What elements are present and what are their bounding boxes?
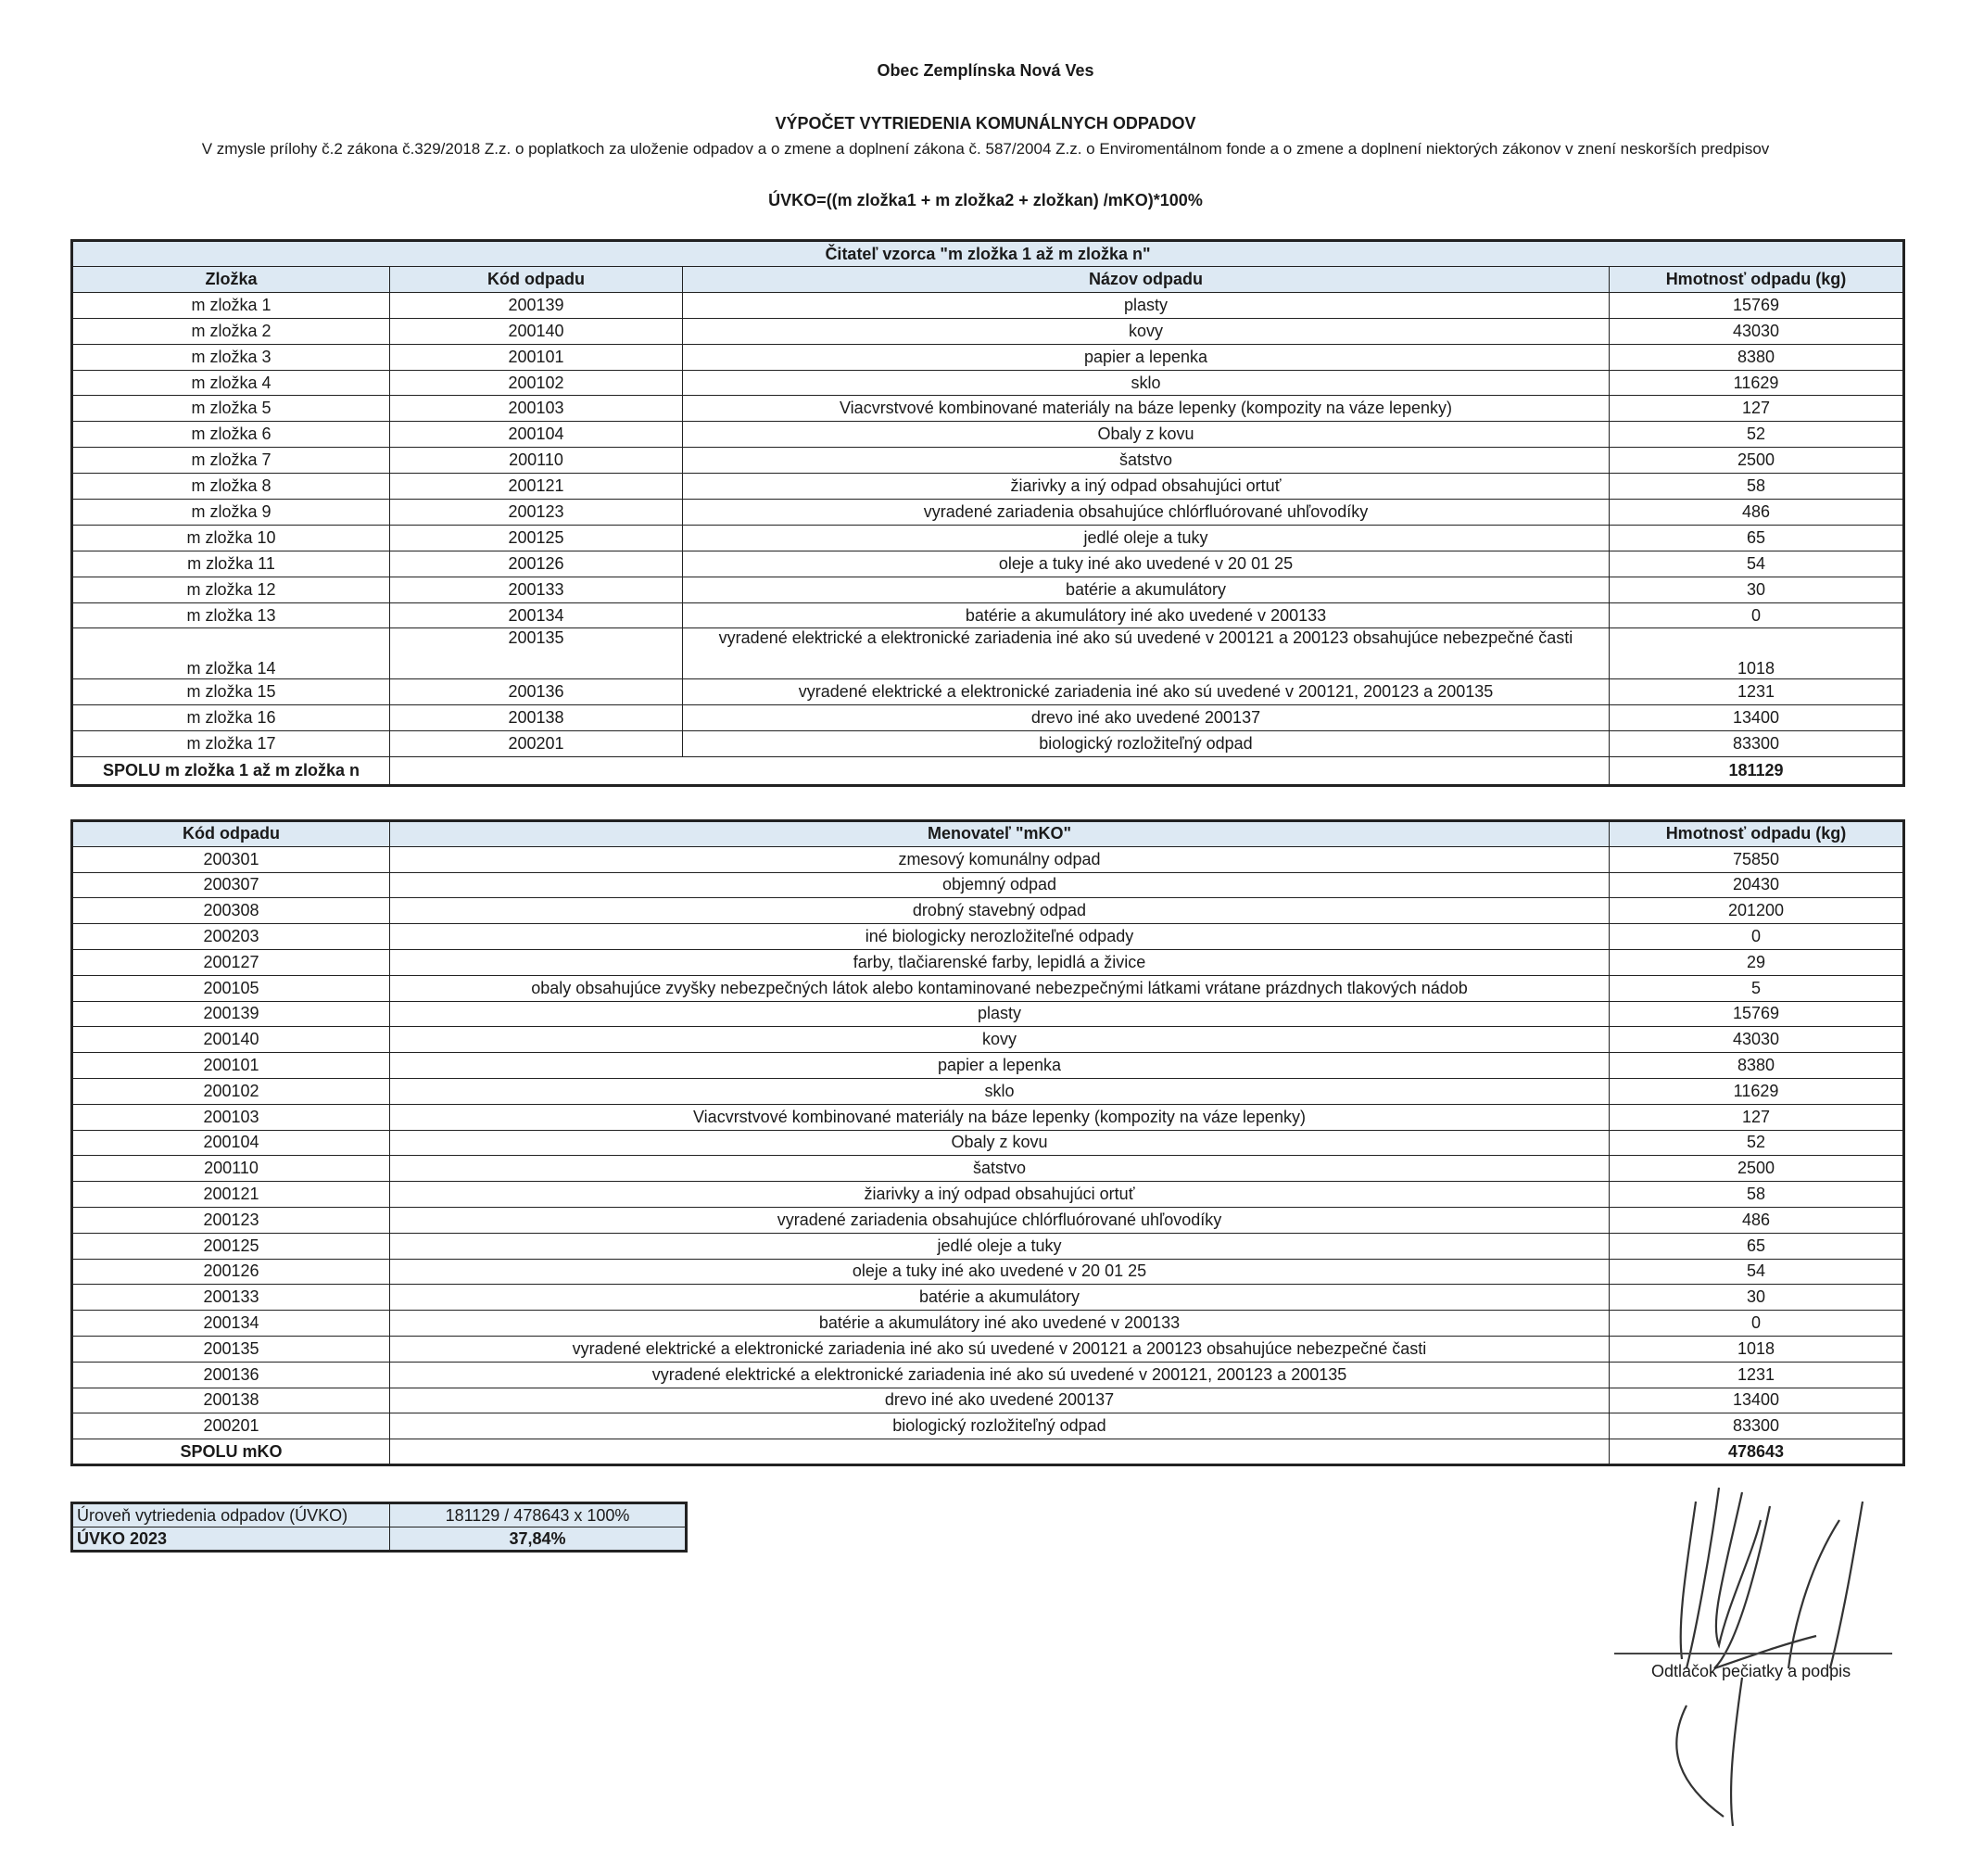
waste-name-cell: biologický rozložiteľný odpad	[390, 1413, 1610, 1439]
mass-cell: 127	[1610, 396, 1904, 422]
mass-cell: 486	[1610, 1207, 1904, 1233]
waste-code-cell: 200103	[72, 1104, 390, 1130]
table-row	[72, 474, 1904, 500]
table-row	[72, 602, 1904, 628]
table-row	[72, 448, 1904, 474]
table-row	[72, 1053, 1904, 1079]
waste-code-cell: 200110	[390, 448, 683, 474]
table-row	[72, 731, 1904, 757]
waste-name-cell: kovy	[390, 1027, 1610, 1053]
mass-cell: 43030	[1610, 1027, 1904, 1053]
legal-basis: V zmysle prílohy č.2 zákona č.329/2018 Z.z. o poplatkoch za uloženie odpadov a o zmene a doplnení zákona č. 587/2004 Z.z. o Enviromentálnom fonde a o zmene a doplnení niektorých zákonov v znení neskorších predpisov	[201, 140, 1770, 158]
component-cell: m zložka 13	[72, 602, 390, 628]
table-row	[72, 872, 1904, 898]
mass-cell: 54	[1610, 551, 1904, 577]
waste-code-cell: 200127	[72, 949, 390, 975]
component-cell: m zložka 10	[72, 525, 390, 551]
table-row	[72, 1336, 1904, 1362]
waste-code-cell: 200135	[72, 1336, 390, 1362]
waste-name-cell: obaly obsahujúce zvyšky nebezpečných látok alebo kontaminované nebezpečnými látkami vrátane prázdnych tlakových nádob	[390, 975, 1610, 1001]
waste-code-cell: 200140	[72, 1027, 390, 1053]
waste-code-cell: 200126	[390, 551, 683, 577]
table-row	[72, 422, 1904, 448]
waste-code-cell: 200201	[390, 731, 683, 757]
total-value: 181129	[1610, 757, 1904, 786]
waste-code-cell: 200133	[390, 577, 683, 602]
component-cell: m zložka 17	[72, 731, 390, 757]
waste-name-cell: drobný stavebný odpad	[390, 898, 1610, 924]
uvko-label: ÚVKO 2023	[72, 1527, 390, 1552]
waste-code-cell: 200102	[390, 370, 683, 396]
waste-name-cell: farby, tlačiarenské farby, lepidlá a živice	[390, 949, 1610, 975]
waste-code-cell: 200201	[72, 1413, 390, 1439]
waste-name-cell: vyradené elektrické a elektronické zariadenia iné ako sú uvedené v 200121 a 200123 obsahujúce nebezpečné časti	[683, 628, 1610, 679]
table-row	[72, 318, 1904, 344]
table-row	[72, 396, 1904, 422]
waste-code-cell: 200126	[72, 1259, 390, 1285]
waste-code-cell: 200110	[72, 1156, 390, 1182]
signature-label: Odtlačok pečiatky a podpis	[1651, 1662, 1851, 1680]
table-row	[72, 1388, 1904, 1413]
waste-name-cell: vyradené zariadenia obsahujúce chlórfluórované uhľovodíky	[683, 500, 1610, 526]
waste-code-cell: 200123	[390, 500, 683, 526]
waste-name-cell: iné biologicky nerozložiteľné odpady	[390, 924, 1610, 950]
numerator-table	[70, 239, 1905, 787]
mass-cell: 58	[1610, 474, 1904, 500]
mass-cell: 5	[1610, 975, 1904, 1001]
waste-name-cell: Viacvrstvové kombinované materiály na báze lepenky (kompozity na váze lepenky)	[683, 396, 1610, 422]
table-row	[72, 846, 1904, 872]
mass-cell: 13400	[1610, 705, 1904, 731]
waste-name-cell: batérie a akumulátory iné ako uvedené v 200133	[683, 602, 1610, 628]
component-cell: m zložka 1	[72, 292, 390, 318]
component-cell: m zložka 5	[72, 396, 390, 422]
column-header: Kód odpadu	[390, 267, 683, 293]
component-cell: m zložka 12	[72, 577, 390, 602]
mass-cell: 2500	[1610, 1156, 1904, 1182]
waste-name-cell: papier a lepenka	[390, 1053, 1610, 1079]
mass-cell: 65	[1610, 525, 1904, 551]
waste-name-cell: Viacvrstvové kombinované materiály na báze lepenky (kompozity na váze lepenky)	[390, 1104, 1610, 1130]
waste-code-cell: 200121	[72, 1182, 390, 1208]
total-row	[72, 1439, 1904, 1465]
table-row	[72, 1156, 1904, 1182]
waste-code-cell: 200101	[72, 1053, 390, 1079]
column-header: Zložka	[72, 267, 390, 293]
waste-code-cell: 200125	[72, 1233, 390, 1259]
waste-name-cell: kovy	[683, 318, 1610, 344]
waste-code-cell: 200134	[390, 602, 683, 628]
waste-code-cell: 200140	[390, 318, 683, 344]
signature-line	[1614, 1653, 1892, 1654]
mass-cell: 52	[1610, 1130, 1904, 1156]
empty-cell	[390, 1439, 1610, 1465]
table-row	[72, 1027, 1904, 1053]
table-row	[72, 1259, 1904, 1285]
mass-cell: 8380	[1610, 344, 1904, 370]
component-cell: m zložka 8	[72, 474, 390, 500]
mass-cell: 8380	[1610, 1053, 1904, 1079]
level-label: Úroveň vytriedenia odpadov (ÚVKO)	[72, 1503, 390, 1527]
signature-image	[1631, 1483, 1909, 1835]
waste-name-cell: objemný odpad	[390, 872, 1610, 898]
table-row	[72, 1285, 1904, 1311]
waste-name-cell: sklo	[683, 370, 1610, 396]
mass-cell: 65	[1610, 1233, 1904, 1259]
mass-cell: 13400	[1610, 1388, 1904, 1413]
mass-cell: 486	[1610, 500, 1904, 526]
column-header: Názov odpadu	[683, 267, 1610, 293]
component-cell: m zložka 14	[72, 628, 390, 679]
component-cell: m zložka 2	[72, 318, 390, 344]
waste-code-cell: 200136	[390, 679, 683, 705]
table-row	[72, 1182, 1904, 1208]
waste-code-cell: 200121	[390, 474, 683, 500]
waste-code-cell: 200104	[390, 422, 683, 448]
waste-code-cell: 200139	[390, 292, 683, 318]
table-row	[72, 500, 1904, 526]
mass-cell: 30	[1610, 1285, 1904, 1311]
waste-name-cell: Obaly z kovu	[390, 1130, 1610, 1156]
mass-cell: 30	[1610, 577, 1904, 602]
table-row	[72, 679, 1904, 705]
waste-name-cell: batérie a akumulátory iné ako uvedené v 200133	[390, 1311, 1610, 1337]
waste-code-cell: 200101	[390, 344, 683, 370]
waste-code-cell: 200136	[72, 1362, 390, 1388]
waste-name-cell: zmesový komunálny odpad	[390, 846, 1610, 872]
table-row	[72, 1130, 1904, 1156]
waste-name-cell: plasty	[390, 1001, 1610, 1027]
waste-code-cell: 200102	[72, 1078, 390, 1104]
table-row	[72, 577, 1904, 602]
waste-name-cell: oleje a tuky iné ako uvedené v 20 01 25	[390, 1259, 1610, 1285]
waste-name-cell: žiarivky a iný odpad obsahujúci ortuť	[683, 474, 1610, 500]
table-row	[72, 370, 1904, 396]
mass-cell: 1018	[1610, 628, 1904, 679]
total-label: SPOLU mKO	[72, 1439, 390, 1465]
waste-code-cell: 200307	[72, 872, 390, 898]
column-header: Hmotnosť odpadu (kg)	[1610, 267, 1904, 293]
table-row	[72, 1413, 1904, 1439]
waste-name-cell: papier a lepenka	[683, 344, 1610, 370]
table-row	[72, 525, 1904, 551]
mass-cell: 0	[1610, 924, 1904, 950]
result-table	[70, 1502, 688, 1553]
waste-code-cell: 200104	[72, 1130, 390, 1156]
waste-name-cell: batérie a akumulátory	[683, 577, 1610, 602]
denominator-table	[70, 819, 1905, 1466]
formula: ÚVKO=((m zložka1 + m zložka2 + zložkan) /mKO)*100%	[768, 191, 1203, 209]
total-row	[72, 757, 1904, 786]
table-row	[72, 551, 1904, 577]
waste-name-cell: vyradené zariadenia obsahujúce chlórfluórované uhľovodíky	[390, 1207, 1610, 1233]
waste-name-cell: drevo iné ako uvedené 200137	[390, 1388, 1610, 1413]
total-label: SPOLU m zložka 1 až m zložka n	[72, 757, 390, 786]
mass-cell: 15769	[1610, 1001, 1904, 1027]
mass-cell: 1231	[1610, 1362, 1904, 1388]
waste-code-cell: 200134	[72, 1311, 390, 1337]
table-row	[72, 705, 1904, 731]
table-row	[72, 949, 1904, 975]
waste-code-cell: 200203	[72, 924, 390, 950]
waste-name-cell: drevo iné ako uvedené 200137	[683, 705, 1610, 731]
component-cell: m zložka 3	[72, 344, 390, 370]
waste-code-cell: 200139	[72, 1001, 390, 1027]
table-row	[72, 1311, 1904, 1337]
waste-name-cell: plasty	[683, 292, 1610, 318]
waste-name-cell: oleje a tuky iné ako uvedené v 20 01 25	[683, 551, 1610, 577]
table-row	[72, 1362, 1904, 1388]
mass-cell: 0	[1610, 602, 1904, 628]
mass-cell: 29	[1610, 949, 1904, 975]
mass-cell: 11629	[1610, 370, 1904, 396]
table-row	[72, 898, 1904, 924]
waste-name-cell: vyradené elektrické a elektronické zariadenia iné ako sú uvedené v 200121, 200123 a 200135	[390, 1362, 1610, 1388]
waste-code-cell: 200301	[72, 846, 390, 872]
municipality-name: Obec Zemplínska Nová Ves	[877, 61, 1094, 80]
waste-name-cell: Obaly z kovu	[683, 422, 1610, 448]
waste-code-cell: 200105	[72, 975, 390, 1001]
column-header: Kód odpadu	[72, 821, 390, 847]
mass-cell: 127	[1610, 1104, 1904, 1130]
mass-cell: 11629	[1610, 1078, 1904, 1104]
component-cell: m zložka 4	[72, 370, 390, 396]
numerator-caption: Čitateľ vzorca "m zložka 1 až m zložka n"	[72, 241, 1904, 267]
waste-name-cell: batérie a akumulátory	[390, 1285, 1610, 1311]
waste-code-cell: 200138	[72, 1388, 390, 1413]
waste-name-cell: šatstvo	[683, 448, 1610, 474]
waste-code-cell: 200133	[72, 1285, 390, 1311]
table-row	[72, 1078, 1904, 1104]
table-row	[72, 1001, 1904, 1027]
column-header: Menovateľ "mKO"	[390, 821, 1610, 847]
mass-cell: 83300	[1610, 731, 1904, 757]
column-header: Hmotnosť odpadu (kg)	[1610, 821, 1904, 847]
mass-cell: 1231	[1610, 679, 1904, 705]
waste-code-cell: 200308	[72, 898, 390, 924]
component-cell: m zložka 16	[72, 705, 390, 731]
waste-code-cell: 200125	[390, 525, 683, 551]
waste-name-cell: biologický rozložiteľný odpad	[683, 731, 1610, 757]
mass-cell: 52	[1610, 422, 1904, 448]
waste-name-cell: jedlé oleje a tuky	[683, 525, 1610, 551]
waste-name-cell: vyradené elektrické a elektronické zariadenia iné ako sú uvedené v 200121, 200123 a 200135	[683, 679, 1610, 705]
waste-name-cell: sklo	[390, 1078, 1610, 1104]
table-row	[72, 1104, 1904, 1130]
empty-cell	[390, 757, 1610, 786]
total-value: 478643	[1610, 1439, 1904, 1465]
waste-name-cell: žiarivky a iný odpad obsahujúci ortuť	[390, 1182, 1610, 1208]
waste-name-cell: šatstvo	[390, 1156, 1610, 1182]
mass-cell: 1018	[1610, 1336, 1904, 1362]
waste-code-cell: 200135	[390, 628, 683, 679]
mass-cell: 83300	[1610, 1413, 1904, 1439]
mass-cell: 75850	[1610, 846, 1904, 872]
component-cell: m zložka 15	[72, 679, 390, 705]
table-row	[72, 975, 1904, 1001]
component-cell: m zložka 6	[72, 422, 390, 448]
component-cell: m zložka 7	[72, 448, 390, 474]
waste-name-cell: jedlé oleje a tuky	[390, 1233, 1610, 1259]
waste-name-cell: vyradené elektrické a elektronické zariadenia iné ako sú uvedené v 200121 a 200123 obsahujúce nebezpečné časti	[390, 1336, 1610, 1362]
mass-cell: 0	[1610, 1311, 1904, 1337]
mass-cell: 54	[1610, 1259, 1904, 1285]
mass-cell: 43030	[1610, 318, 1904, 344]
mass-cell: 20430	[1610, 872, 1904, 898]
waste-code-cell: 200123	[72, 1207, 390, 1233]
mass-cell: 201200	[1610, 898, 1904, 924]
waste-code-cell: 200103	[390, 396, 683, 422]
table-row	[72, 344, 1904, 370]
uvko-value: 37,84%	[390, 1527, 687, 1552]
mass-cell: 2500	[1610, 448, 1904, 474]
table-row	[72, 1233, 1904, 1259]
table-row	[72, 924, 1904, 950]
mass-cell: 15769	[1610, 292, 1904, 318]
document-title: VÝPOČET VYTRIEDENIA KOMUNÁLNYCH ODPADOV	[775, 114, 1196, 133]
component-cell: m zložka 11	[72, 551, 390, 577]
table-row	[72, 1207, 1904, 1233]
table-row	[72, 628, 1904, 679]
level-formula: 181129 / 478643 x 100%	[390, 1503, 687, 1527]
table-row	[72, 292, 1904, 318]
waste-code-cell: 200138	[390, 705, 683, 731]
mass-cell: 58	[1610, 1182, 1904, 1208]
component-cell: m zložka 9	[72, 500, 390, 526]
